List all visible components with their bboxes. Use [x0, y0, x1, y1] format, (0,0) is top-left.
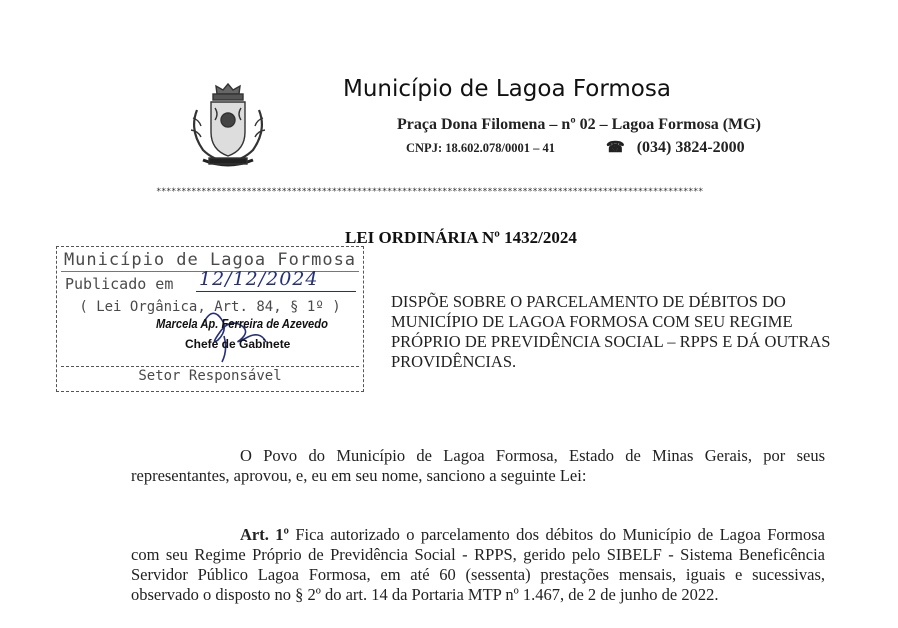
signer-name: Marcela Ap. Ferreira de Azevedo	[156, 316, 328, 331]
law-title: LEI ORDINÁRIA Nº 1432/2024	[345, 228, 577, 247]
stamp-published-label: Publicado em	[65, 275, 174, 293]
coat-of-arms-icon	[183, 80, 273, 172]
stamp-department: Setor Responsável	[138, 368, 282, 384]
date-underline	[196, 291, 356, 292]
stamp-legal-reference: ( Lei Orgânica, Art. 84, § 1º )	[79, 299, 341, 315]
phone-line	[606, 138, 745, 157]
handwritten-publication-date: 12/12/2024	[199, 268, 319, 290]
article-1-paragraph	[131, 525, 825, 605]
article-1-label: Art. 1º	[240, 525, 289, 544]
telephone-icon: ☎	[606, 140, 625, 156]
municipality-title: Município de Lagoa Formosa	[343, 76, 671, 102]
article-1-text: Fica autorizado o parcelamento dos débitos do Município de Lagoa Formosa com seu Regime Próprio de Previdência Social - RPPS, gerido pelo SIBELF - Sistema Beneficência Servidor Público Lagoa Formosa, em até 60 (sessenta) prestações mensais, iguais e sucessivas, observado o disposto no § 2º do art. 14 da Portaria MTP nº 1.467, de 2 de junho de 2022.	[131, 525, 825, 604]
handwritten-signature	[194, 296, 284, 366]
address-line: Praça Dona Filomena – nº 02 – Lagoa Formosa (MG)	[397, 116, 761, 133]
signer-role: Chefe de Gabinete	[185, 337, 291, 351]
law-summary: DISPÕE SOBRE O PARCELAMENTO DE DÉBITOS DO MUNICÍPIO DE LAGOA FORMOSA COM SEU REGIME PRÓPRIO DE PREVIDÊNCIA SOCIAL – RPPS E DÁ OUTRAS PROVIDÊNCIAS.	[391, 292, 831, 371]
preamble-paragraph: O Povo do Município de Lagoa Formosa, Estado de Minas Gerais, por seus representantes, aprovou, e, eu em seu nome, sanciono a seguinte Lei:	[131, 446, 825, 485]
stamp-bottom-rule	[61, 366, 359, 367]
stamp-municipality: Município de Lagoa Formosa	[63, 250, 357, 270]
cnpj-line: CNPJ: 18.602.078/0001 – 41	[406, 141, 555, 155]
phone-number: (034) 3824-2000	[636, 139, 745, 156]
asterisk-divider: *************************************************************************************************************	[156, 187, 704, 197]
